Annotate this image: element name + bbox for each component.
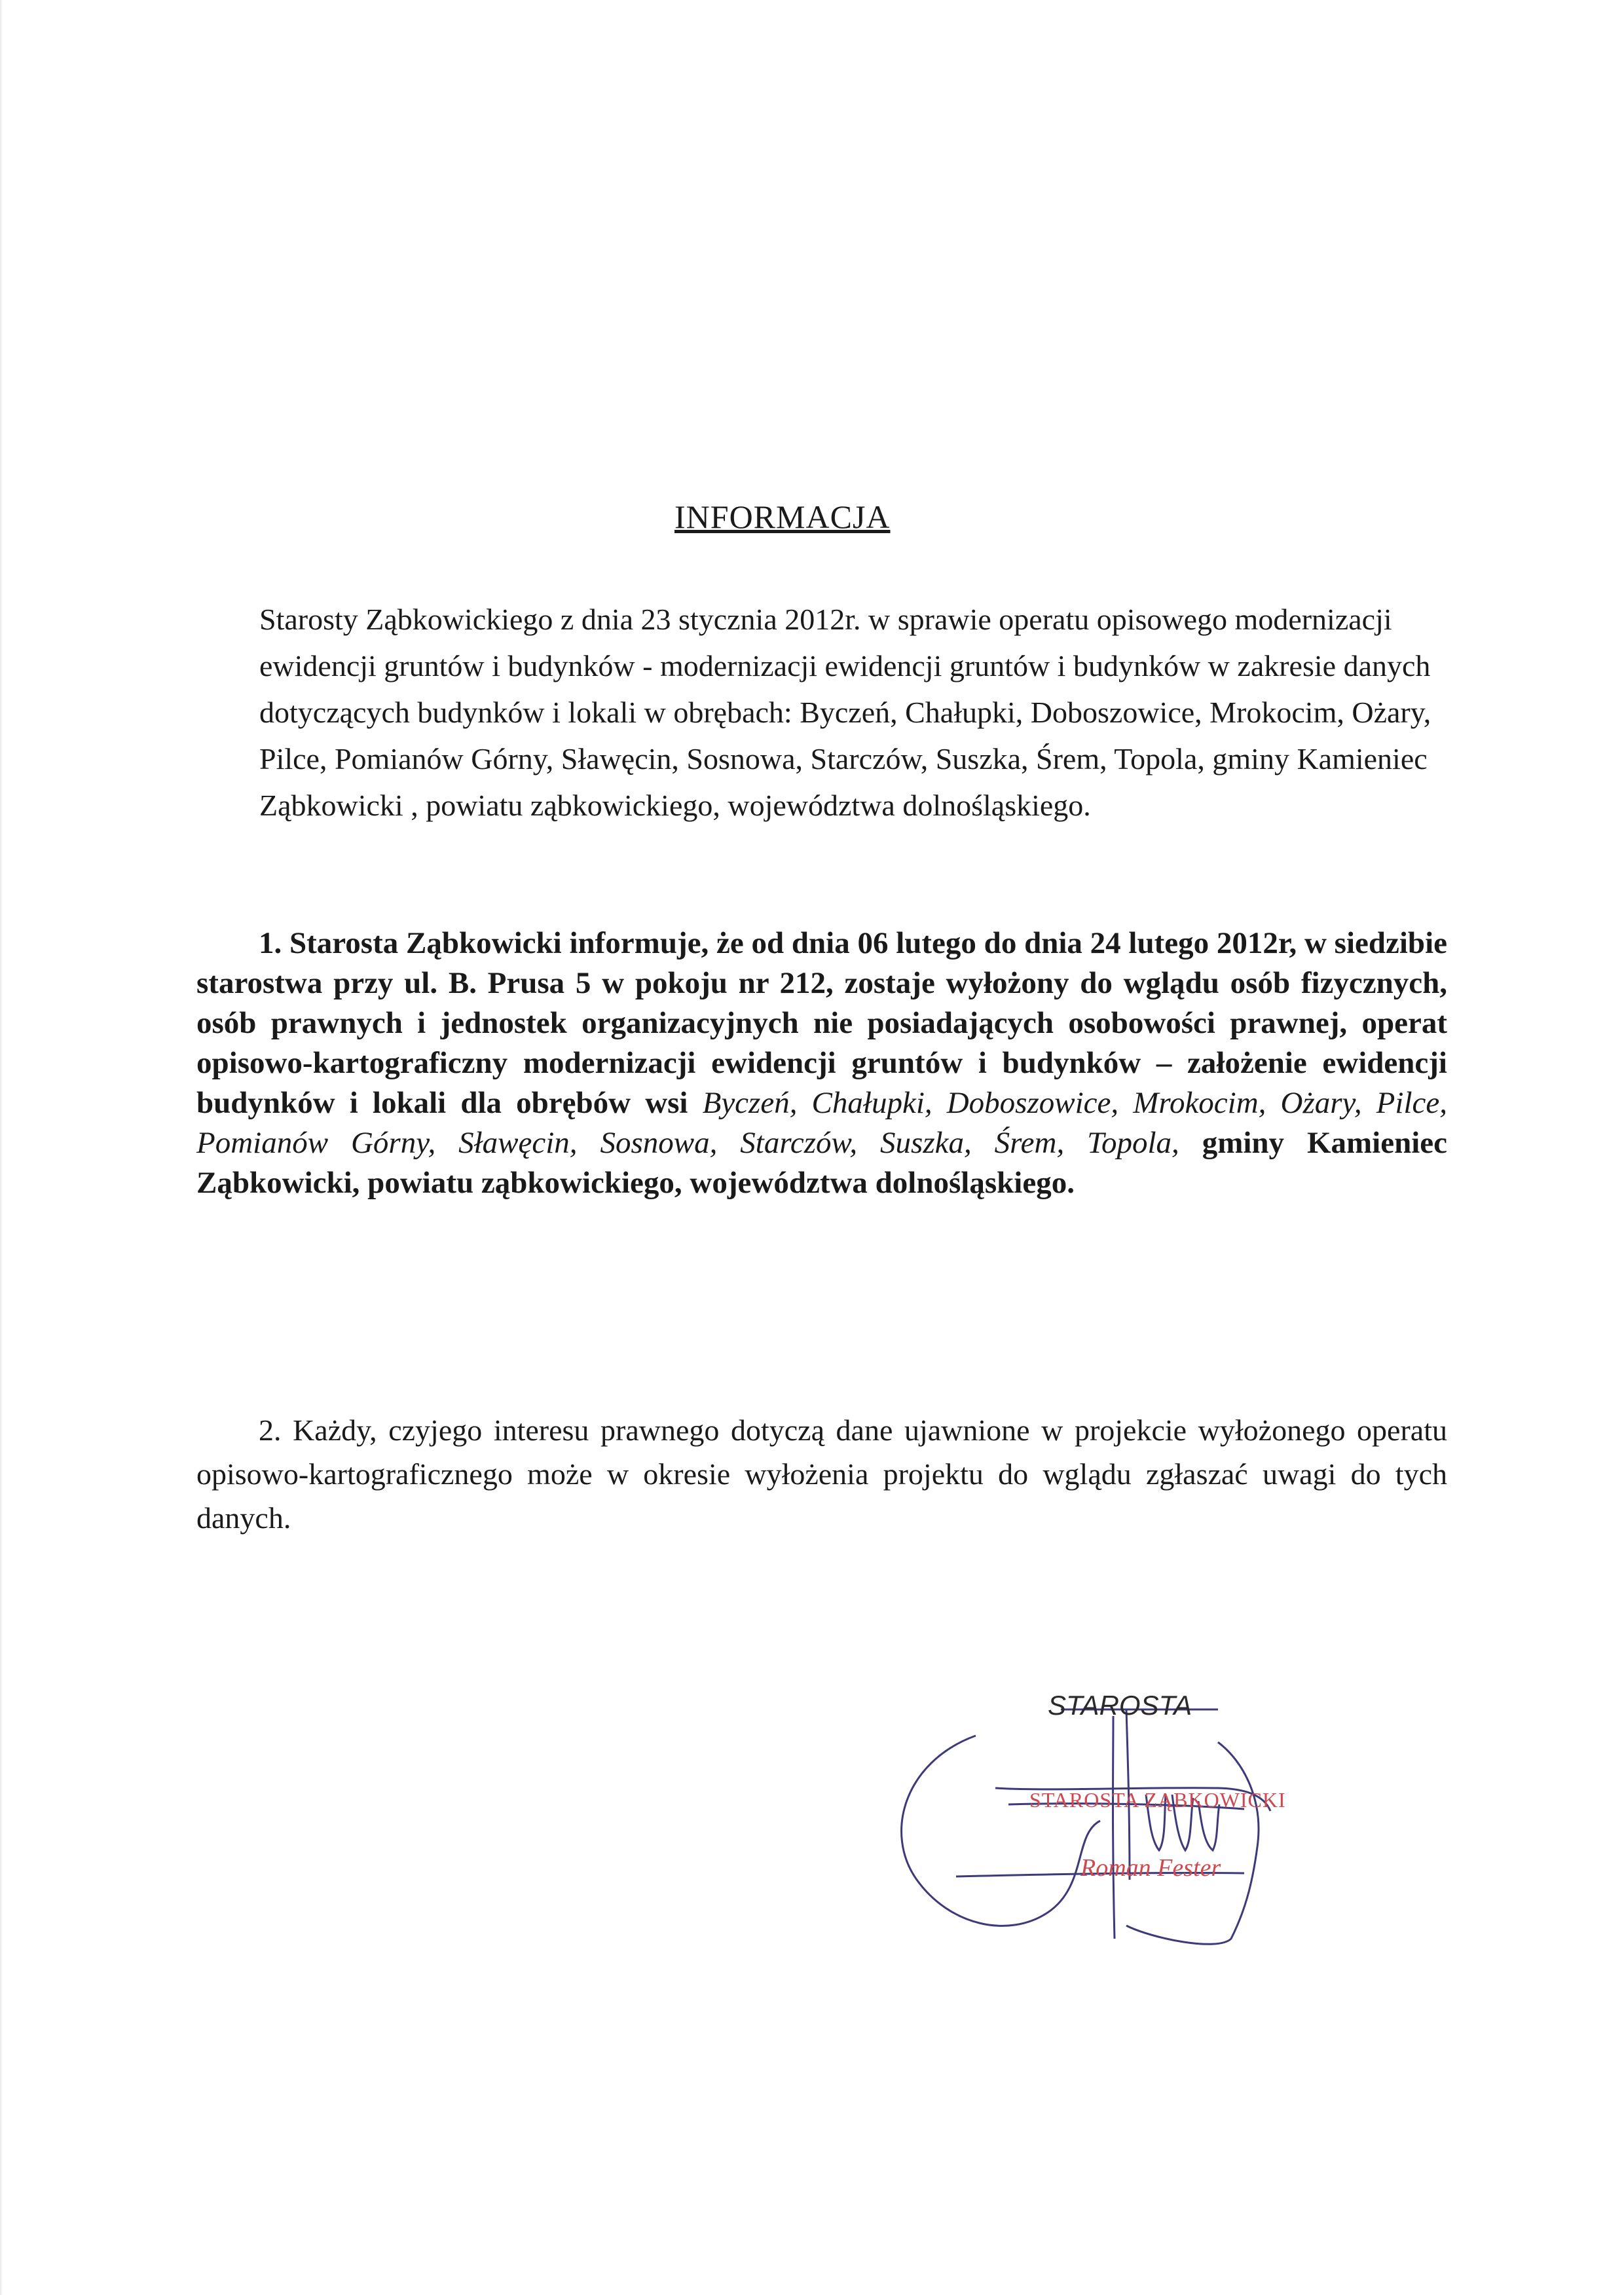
- paragraph-2: 2. Każdy, czyjego interesu prawnego dotyczą dane ujawnione w projekcie wyłożonego operatu opisowo-kartograficznego może w okresie wyłożenia projektu do wglądu zgłaszać uwagi do tych danych.: [196, 1413, 1447, 1535]
- signature-block: [877, 1664, 1349, 1991]
- signature-label: STAROSTA: [1048, 1690, 1192, 1721]
- document-title: INFORMACJA: [674, 498, 891, 535]
- paragraph-1-bold-b: gminy Kamieniec Ząbkowicki, powiatu ząbkowickiego, województwa dolnośląskiego.: [196, 1126, 1447, 1200]
- scan-edge: [0, 0, 3, 2295]
- intro-paragraph: Starosty Ząbkowickiego z dnia 23 stycznia 2012r. w sprawie operatu opisowego modernizacji ewidencji gruntów i budynków - modernizacji ewidencji gruntów i budynków w zakresie danych dotyczących budynków i lokali w obrębach: Byczeń, Chałupki, Doboszowice, Mrokocim, Ożary, Pilce, Pomianów Górny, Sławęcin, Sosnowa, Starczów, Suszka, Śrem, Topola, gminy Kamieniec Ząbkowicki , powiatu ząbkowickiego, województwa dolnośląskiego.: [259, 603, 1431, 822]
- paragraph-1: [196, 924, 1447, 1203]
- paragraph-1-bold-a: 1. Starosta Ząbkowicki informuje, że od dnia 06 lutego do dnia 24 lutego 2012r, w siedzibie starostwa przy ul. B. Prusa 5 w pokoju nr 212, zostaje wyłożony do wglądu osób fizycznych, osób prawnych i jednostek organizacyjnych nie posiadających osobowości prawnej, operat opisowo-kartograficzny modernizacji ewidencji gruntów i budynków – założenie ewidencji budynków i lokali dla obrębów wsi: [196, 926, 1447, 1120]
- paragraph-1-village-list: Byczeń, Chałupki, Doboszowice, Mrokocim, Ożary, Pilce, Pomianów Górny, Sławęcin, Sosnowa, Starczów, Suszka, Śrem, Topola,: [196, 1086, 1447, 1160]
- stamp-name: Roman Fester: [1080, 1854, 1221, 1882]
- stamp-title: STAROSTA ZĄBKOWICKI: [1029, 1788, 1286, 1812]
